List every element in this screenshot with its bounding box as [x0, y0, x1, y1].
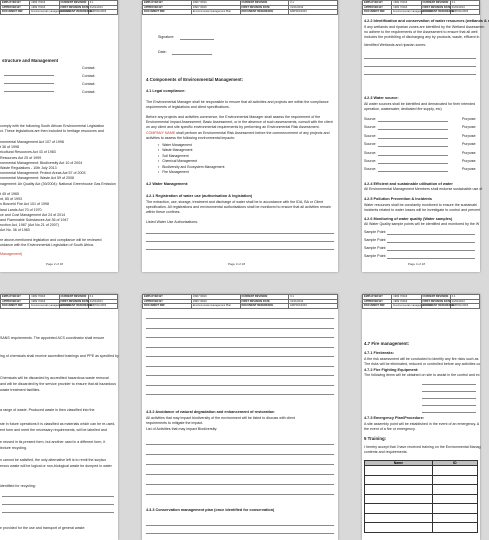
- paragraph-line: Resources Act 25 of 1999: [0, 155, 42, 160]
- paragraph-line: Chemicals will be discarded by accredited hazardous waste removal: [0, 376, 109, 380]
- paragraph-line: activities to assess the following environmental impacts:: [146, 136, 235, 140]
- identified-label: Identified Wetlands and riparian zones:: [364, 43, 427, 47]
- blank-line: [146, 494, 334, 495]
- purpose-label: Purpose:: [462, 167, 477, 172]
- blank-line: [146, 249, 334, 250]
- blank-line: [387, 242, 475, 243]
- paragraph-line: land Lands Act 70 of 1970: [0, 207, 42, 212]
- table-cell: [365, 523, 433, 533]
- paragraph-line: I hereby accept that I have received training on the Environmental Manag: [364, 445, 481, 449]
- page-header-table: EMPLOYED BY 1999 Y0016 CURRENT REVISION 0.1 APPROVED BY 1999 Y0016 FIRST REVISION DATE 01/01/2013 DOCUMENT REF Environmental management Plan DOCUMENT REFERENCE EMP001/4003: [142, 294, 338, 309]
- paragraph-line: Act No. 36 of 1983: [0, 228, 30, 233]
- paragraph-line: ct. These legislations are then included to heritage resources and: [0, 129, 104, 133]
- paragraph-line: ing of chemicals shall receive accredited trainings and PPE as specified by: [0, 354, 119, 358]
- paragraph-line: t 36 of 1998: [0, 145, 19, 150]
- paragraph-line: includes the prohibiting of discharging any by products, waste, effluent in: [364, 35, 480, 39]
- blank-line: [146, 337, 334, 338]
- date-label: Date:: [158, 50, 167, 54]
- source-label: Source:: [364, 167, 377, 172]
- sample-point-label: Sample Point:: [364, 238, 387, 242]
- table-row: [365, 494, 478, 504]
- list-label: List of Activities that may impact Biodiversity:: [146, 427, 218, 431]
- contact-label: Contact:: [82, 82, 96, 86]
- bullet-item: ▪ Soil Management: [158, 154, 224, 159]
- bullet-item: ▪ Biodiversity and Ecosystem Management: [158, 165, 224, 170]
- table-row: [365, 485, 478, 495]
- paragraph-line: and will be discarded by the service provider to ensure that all hazardous: [0, 382, 117, 386]
- section-heading: structure and Management: [2, 58, 59, 63]
- paragraph-line: identified for recycling:: [0, 484, 36, 488]
- blank-line: [378, 155, 448, 156]
- blank-line: [387, 250, 475, 251]
- paragraph-line: The risks will be eliminated, reduced or controlled before any activities co: [364, 362, 481, 366]
- blank-line: [4, 75, 54, 76]
- paragraph-line: within these confines.: [146, 210, 181, 214]
- blank-line: [146, 241, 334, 242]
- source-label: Source:: [364, 142, 377, 147]
- page-number: Page 3 of 18: [228, 262, 246, 266]
- document-page-5: [0, 294, 118, 540]
- paragraph-line: If any wetlands and riparian zones are identified by the Wetland Assessmen: [364, 25, 485, 29]
- table-cell: [432, 523, 477, 533]
- blank-line: [378, 138, 448, 139]
- table-cell: [432, 504, 477, 514]
- bullet-item: ▪ Chemical Management: [158, 159, 224, 164]
- purpose-label: Purpose:: [462, 117, 477, 121]
- blank-line: [146, 318, 334, 319]
- paragraph-line: re above-mentioned legislation and compliance will be reviewed: [0, 238, 102, 242]
- blank-line: [422, 412, 476, 413]
- paragraph-line: requirements of legislations and client specifications.: [146, 105, 230, 109]
- blank-line: [378, 163, 448, 164]
- paragraph-line: t 45 of 1965: [0, 192, 19, 196]
- blank-line: [146, 356, 334, 357]
- section-4-2-1-heading: 4.2.1 Registration of water use (authorisation & legislation): [146, 194, 253, 198]
- source-label: Source:: [364, 150, 377, 155]
- paragraph-line: ruction Act, 1987 (Act No.21 of 2007): [0, 223, 59, 228]
- blank-line: [364, 58, 476, 59]
- section-4-3-2-heading: 4.3.2 Avoidance of natural degradation and enhancement of restoration: [146, 410, 275, 414]
- table-cell: [432, 494, 477, 504]
- section-4-2-heading: 4.2 Water Management:: [146, 182, 189, 186]
- sample-point-label: Sample Point:: [364, 254, 387, 258]
- paragraph-line: A site assembly point will be established in the event of an emergency. A: [364, 422, 480, 426]
- blank-line: [378, 129, 448, 130]
- paragraph-line: contents and requirements.: [364, 450, 408, 454]
- sample-point-label: Sample Point:: [364, 230, 387, 234]
- blank-line: [146, 347, 334, 348]
- paragraph-line: requirements to mitigate the impact.: [146, 421, 204, 425]
- paragraph-line: a range of waste. Produced waste is then classified into the: [0, 408, 95, 412]
- table-cell: [365, 513, 433, 523]
- section-4-2-3-heading: 4.2.3 Water source:: [364, 96, 399, 100]
- paragraph-line: The extraction, use, storage, treatment and discharge of water shall be in accordance with the IDA, BA or Client: [146, 200, 324, 204]
- section-4-2-5-heading: 4.2.5 Pollution Prevention & Incidents: [364, 197, 432, 201]
- page-header-table: EMPLOYED BY 1999 Y0016 CURRENT REVISION 0.1 APPROVED BY 1999 Y0016 FIRST REVISION DATE 01/01/2013 DOCUMENT REF Environmental management Plan DOCUMENT REFERENCE EMP001/4003: [142, 0, 338, 15]
- table-row: [365, 523, 478, 533]
- paragraph-line: no adhere to the requirements of the Assessment to ensure that all wetl: [364, 30, 478, 34]
- section-4-1-heading: 4.1 Legal compliance:: [146, 89, 186, 93]
- section-5-heading: 5 Training:: [364, 436, 387, 441]
- date-line: [172, 54, 212, 55]
- blank-line: [364, 74, 476, 75]
- paragraph-line: on any client and site specific environmental requirements by performing an Environmental Risk Assessment.: [146, 125, 320, 129]
- paragraph-line: specification. All registrations and environmental authorisations shall be monitored to ensure that all activities remain: [146, 205, 331, 209]
- company-name-placeholder: COMPANY NAME: [146, 131, 176, 135]
- paragraph-line: All water sources shall be identified and demarcated for their intended: [364, 102, 476, 106]
- table-cell: [432, 513, 477, 523]
- id-column-header: ID: [432, 461, 477, 466]
- table-row: [365, 475, 478, 485]
- sample-point-label: Sample Point:: [364, 246, 387, 250]
- blank-line: [422, 384, 476, 385]
- section-4-7-2-heading: 4.7.2 Fire Fighting Equipment:: [364, 368, 419, 372]
- table-cell: [365, 475, 433, 485]
- blank-line: [146, 525, 334, 526]
- blank-line: [2, 512, 114, 513]
- paragraph-line: n cannot be satisfied, the only alternative left is to remit the surplus: [0, 458, 107, 462]
- section-4-7-3-heading: 4.7.3 Emergency Plan/Procedure:: [364, 416, 425, 420]
- source-label: Source:: [364, 125, 377, 130]
- signature-line: [180, 39, 214, 40]
- table-cell: [432, 466, 477, 476]
- listed-label: Listed Water Use Authorisations:: [146, 220, 198, 224]
- purpose-label: Purpose:: [462, 125, 477, 130]
- blank-line: [364, 66, 476, 67]
- paragraph-line: ce and Cost Management Act 24 of 2014: [0, 212, 66, 217]
- paragraph-line: comply with the following South African Environmental Legislation: [0, 124, 105, 128]
- contact-label: Contact:: [82, 90, 96, 94]
- source-label: Source:: [364, 133, 377, 138]
- paragraph-line: Water resources shall be constantly monitored to ensure the sustainabl: [364, 203, 477, 207]
- impact-bullet-list: [158, 143, 224, 175]
- blank-line: [146, 233, 334, 234]
- paragraph-line: ordance with the Environmental Legislation of South Africa.: [0, 243, 94, 247]
- document-page-7: [142, 294, 338, 540]
- paragraph-line: ronmental Management Act 107 of 1998: [0, 140, 64, 144]
- paragraph-line: COMPANY NAME shall perform an Environmental Risk Assessment before the commencement of any projects and: [146, 131, 330, 135]
- page-header-table: EMPLOYED BY 1999 Y0016 CURRENT REVISION 0.1 APPROVED BY 1999 Y0016 FIRST REVISION DATE 01/01/2013 DOCUMENT REF Environmental management Plan DOCUMENT REFERENCE EMP001/4003: [0, 294, 118, 309]
- contact-label: Contact:: [82, 66, 96, 70]
- blank-line: [2, 496, 114, 497]
- blank-line: [4, 83, 54, 84]
- document-page-2: [0, 0, 118, 272]
- source-label: Source:: [364, 117, 377, 121]
- paragraph-line: ste in future operations it is classified as materials which can be re-used,: [0, 422, 116, 426]
- section-4-heading: 4 Components of Environmental Management:: [146, 77, 244, 82]
- source-label: Source:: [364, 159, 377, 163]
- purpose-label: Purpose:: [462, 142, 477, 147]
- paragraph-line: The Environmental Manager shall be responsible to ensure that all activities and projects are within the compliance: [146, 100, 329, 104]
- section-4-2-4-heading: 4.2.4 Efficient and sustainable utilisation of water: [364, 182, 453, 186]
- paragraph-line: incidents related to water losses will be investigate to control and prevent: [364, 208, 481, 212]
- blank-line: [146, 385, 334, 386]
- section-4-2-6-heading: 4.2.6 Monitoring of water quality (Water samples): [364, 217, 453, 221]
- section-4-3-3-heading: 4.3.3 Conservation management plan (once identified for conservation): [146, 508, 275, 512]
- contact-label: Contact:: [82, 74, 96, 78]
- paragraph-line: Before any projects and activities commence, the Environmental Manager shall assess the requirement of the: [146, 115, 321, 119]
- blank-line: [387, 258, 475, 259]
- purpose-label: Purpose:: [462, 133, 477, 138]
- paragraph-line: Environmental Impact Assessment, Basic Assessment, or in the absence of such assessments, consult with the client: [146, 120, 333, 124]
- training-signoff-table: [364, 460, 478, 533]
- blank-line: [146, 484, 334, 485]
- paragraph-line: ronmental Management: Protect Areas Act 57 of 2003: [0, 171, 86, 176]
- page-header-table: EMPLOYED BY 1999 Y0016 CURRENT REVISION 0.1 APPROVED BY 1999 Y0016 FIRST REVISION DATE 01/01/2013 DOCUMENT REF Environmental management Plan DOCUMENT REFERENCE EMP001/4003: [362, 294, 480, 309]
- section-4-7-1-heading: 4.7.1 Firebreaks:: [364, 351, 394, 355]
- paragraph-line: n Bosveld Fire Act 101 of 1998: [0, 202, 49, 207]
- page-header-table: EMPLOYED BY 1999 Y0016 CURRENT REVISION 0.1 APPROVED BY 1999 Y0016 FIRST REVISION DATE 01/01/2013 DOCUMENT REF Environmental management Plan DOCUMENT REFERENCE EMP001/4003: [0, 0, 118, 15]
- name-column-header: Name: [365, 461, 433, 466]
- signature-label: Signature:: [158, 35, 175, 39]
- table-cell: [365, 466, 433, 476]
- blank-line: [422, 405, 476, 406]
- paragraph-line: ronmental Management: Biodiversity Act 10 of 2004: [0, 160, 83, 165]
- blank-line: [4, 91, 54, 92]
- paragraph-line: nt, 85 of 1993: [0, 197, 22, 202]
- document-page-4: [362, 0, 489, 272]
- document-page-9: [362, 294, 480, 540]
- table-cell: [432, 475, 477, 485]
- bullet-item: ▪ Fire Management: [158, 170, 224, 175]
- blank-line: [422, 398, 476, 399]
- page-number: Page 2 of 18: [46, 262, 64, 266]
- section-4-2-2-heading: 4.2.2 Identification and conservation of water resources (wetlands & r: [364, 19, 489, 23]
- blank-line: [146, 366, 334, 367]
- paragraph-line: operation, wastewater, dedicated fire supply, etc): [364, 107, 442, 111]
- paragraph-line: The following items will be obtained on site to assist in the control and ex: [364, 373, 480, 377]
- blank-line: [146, 444, 334, 445]
- table-row: [365, 466, 478, 476]
- table-cell: [365, 485, 433, 495]
- section-4-7-heading: 4.7 Fire management:: [364, 341, 410, 346]
- paragraph-line: ent form and meet the necessary requirements, will be labelled and: [0, 428, 107, 432]
- blank-line: [2, 504, 114, 505]
- purpose-label: Purpose:: [462, 150, 477, 155]
- red-placeholder-text: Management): [0, 252, 23, 256]
- paragraph-line: e provided for the use and transport of general waste:: [0, 526, 86, 530]
- purpose-label: Purpose:: [462, 159, 477, 163]
- paragraph-line: A fire risk assessment will be conducted to identify any fire risks such as: [364, 357, 479, 361]
- blank-line: [422, 391, 476, 392]
- paragraph-line: and Flammable Substances Act 36 of 1947: [0, 218, 69, 222]
- blank-line: [378, 121, 448, 122]
- page-number: Page 4 of 18: [408, 262, 426, 266]
- paragraph-line: e reused in its present form, but another used in a different form, it: [0, 440, 106, 444]
- paragraph-line: Waste Regulations - 10th July 2013: [0, 166, 57, 170]
- blank-line: [146, 328, 334, 329]
- paragraph-line: ronmental Management: Waste Act 59 of 2008: [0, 176, 74, 181]
- blank-line: [387, 234, 475, 235]
- table-cell: [432, 485, 477, 495]
- paragraph-line: erous waste will be logical or non-biological waste be dumped in water: [0, 464, 112, 468]
- blank-line: [146, 533, 334, 534]
- blank-line: [146, 394, 334, 395]
- paragraph-line: All Water Quality sample points will be identified and monitored by the W: [364, 222, 480, 226]
- paragraph-line: ricultural Resources Act 43 of 1983: [0, 150, 56, 155]
- paragraph-line: lecture recycling.: [0, 446, 27, 450]
- table-row: [365, 513, 478, 523]
- paragraph-line: nagement: Air Quality Act (39/2004): National Greenhouse Gas Emission: [0, 181, 116, 186]
- blank-line: [146, 454, 334, 455]
- blank-line: [146, 375, 334, 376]
- paragraph-line: All Environmental Management Members shall endorse sustainable use of: [364, 187, 483, 191]
- paragraph-line: the event of a fire or emergency.: [364, 427, 416, 431]
- blank-line: [378, 171, 448, 172]
- document-page-3: [142, 0, 338, 272]
- blank-line: [146, 474, 334, 475]
- blank-line: [146, 464, 334, 465]
- bullet-item: ▪ Waste Management: [158, 148, 224, 153]
- table-cell: [365, 504, 433, 514]
- paragraph-line: waste treatment facilities.: [0, 388, 41, 392]
- paragraph-line: All activities that may impact biodiversity of the environment will be listed to discuss with client: [146, 416, 296, 420]
- page-header-table: EMPLOYED BY 1999 Y0016 CURRENT REVISION 0.1 APPROVED BY 1999 Y0016 FIRST REVISION DATE 01/01/2013 DOCUMENT REF Environmental management Plan DOCUMENT REFERENCE EMP001/4003: [362, 0, 480, 15]
- bullet-item: ▪ Water Management: [158, 143, 224, 148]
- table-row: [365, 504, 478, 514]
- blank-line: [378, 146, 448, 147]
- paragraph-line: SANS requirements. The appointed ACS coordinator shall ensure: [0, 336, 105, 340]
- table-cell: [365, 494, 433, 504]
